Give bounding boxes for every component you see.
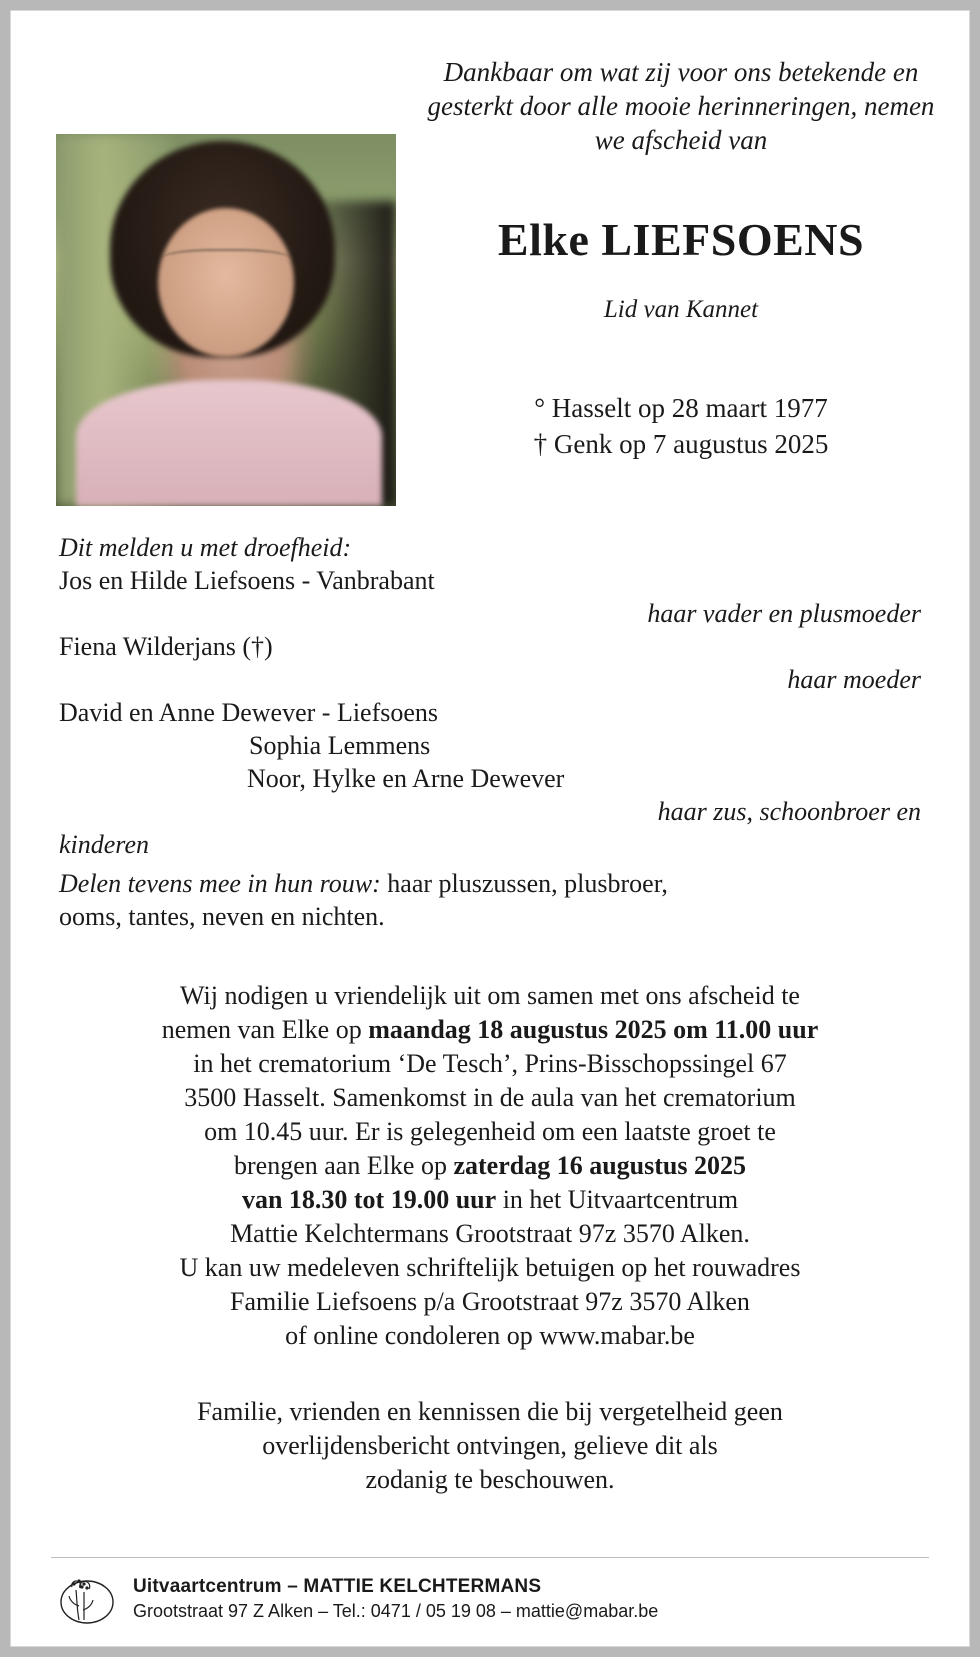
membership-line: Lid van Kannet	[603, 296, 759, 323]
mother-line: Fiena Wilderjans (†)	[59, 632, 273, 661]
invite-line-4: 3500 Hasselt. Samenkomst in de aula van het crematorium	[184, 1083, 796, 1112]
invite-date-1: maandag 18 augustus 2025 om 11.00 uur	[368, 1015, 819, 1044]
others-label: Delen tevens mee in hun rouw:	[59, 869, 381, 898]
closing-line-1: Familie, vrienden en kennissen die bij vergetelheid geen	[197, 1397, 783, 1426]
invite-line-7	[45, 1183, 935, 1217]
father-line: Jos en Hilde Liefsoens - Vanbrabant	[59, 566, 435, 595]
photo-glasses	[158, 249, 294, 277]
header-text-column	[411, 11, 951, 462]
photo-face	[158, 208, 294, 357]
death-line: † Genk op 7 augustus 2025	[533, 429, 829, 459]
family-section	[11, 531, 969, 933]
others-text: haar pluszussen, plusbroer,	[380, 869, 668, 898]
sister-role: haar zus, schoonbroer en	[657, 797, 921, 826]
footer	[51, 1557, 929, 1630]
birth-line: ° Hasselt op 28 maart 1977	[534, 393, 828, 423]
flower-circle-logo-icon	[51, 1568, 119, 1630]
father-role: haar vader en plusmoeder	[647, 599, 921, 628]
sister-child-1: Sophia Lemmens	[249, 731, 431, 760]
invite-line-11: of online condoleren op www.mabar.be	[285, 1321, 695, 1350]
sister-line: David en Anne Dewever - Liefsoens	[59, 698, 439, 727]
invite-line-3: in het crematorium ‘De Tesch’, Prins-Bisschopssingel 67	[193, 1049, 787, 1078]
sister-role-cont: kinderen	[59, 830, 149, 859]
invite-line-9: U kan uw medeleven schriftelijk betuigen op het rouwadres	[179, 1253, 801, 1282]
footer-text	[133, 1575, 658, 1623]
footer-company: Uitvaartcentrum – MATTIE KELCHTERMANS	[133, 1576, 542, 1597]
others-line	[59, 867, 921, 900]
mother-role: haar moeder	[787, 665, 921, 694]
invite-date-2: zaterdag 16 augustus 2025	[453, 1151, 746, 1180]
closing-line-2: overlijdensbericht ontvingen, gelieve dit als	[262, 1431, 718, 1460]
portrait-photo	[56, 134, 396, 506]
invite-line-2	[45, 1013, 935, 1047]
invite-line-6	[45, 1149, 935, 1183]
invite-line-5: om 10.45 uur. Er is gelegenheid om een laatste groet te	[204, 1117, 776, 1146]
invite-line-7-post: in het Uitvaartcentrum	[496, 1185, 739, 1214]
family-heading: Dit melden u met droefheid:	[59, 533, 352, 562]
life-dates	[411, 390, 951, 462]
invite-line-1: Wij nodigen u vriendelijk uit om samen met ons afscheid te	[180, 981, 800, 1010]
photo-sweater	[76, 380, 382, 506]
others-line-2: ooms, tantes, neven en nichten.	[59, 902, 385, 931]
sister-child-2: Noor, Hylke en Arne Dewever	[247, 764, 565, 793]
closing-section	[11, 1395, 969, 1497]
closing-line-3: zodanig te beschouwen.	[365, 1465, 615, 1494]
invite-line-2-pre: nemen van Elke op	[161, 1015, 369, 1044]
memorial-card	[10, 10, 970, 1647]
invitation-section	[11, 979, 969, 1353]
intro-text: Dankbaar om wat zij voor ons betekende en gesterkt door alle mooie herinneringen, nemen we afscheid van	[427, 57, 935, 155]
footer-contact: Grootstraat 97 Z Alken – Tel.: 0471 / 05 19 08 – mattie@mabar.be	[133, 1601, 659, 1621]
invite-line-6-pre: brengen aan Elke op	[234, 1151, 454, 1180]
invite-line-8: Mattie Kelchtermans Grootstraat 97z 3570 Alken.	[230, 1219, 750, 1248]
card-header-area	[11, 11, 969, 531]
invite-line-10: Familie Liefsoens p/a Grootstraat 97z 3570 Alken	[230, 1287, 750, 1316]
invite-time-range: van 18.30 tot 19.00 uur	[241, 1185, 497, 1214]
deceased-name: Elke LIEFSOENS	[497, 214, 865, 265]
